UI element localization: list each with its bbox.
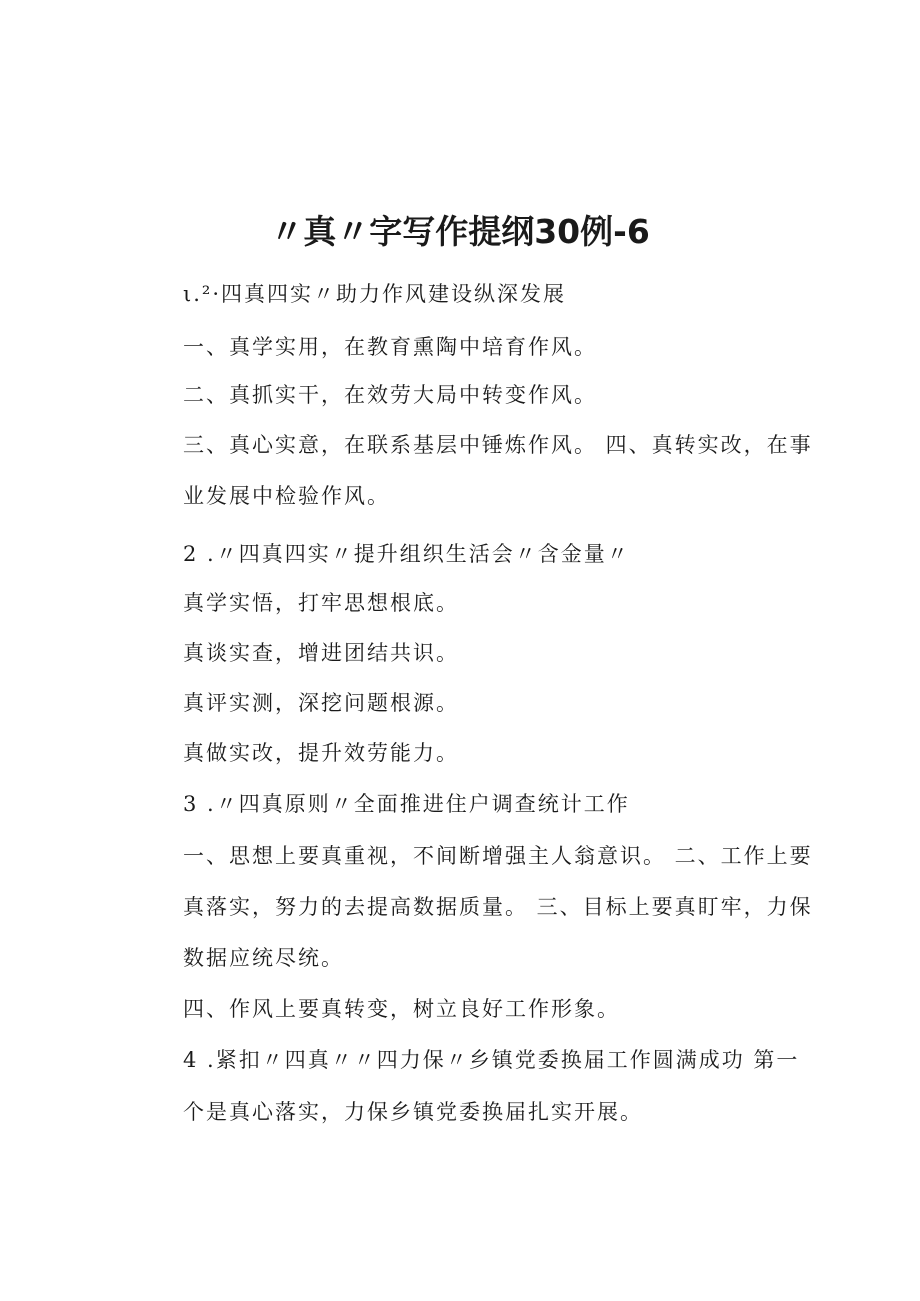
text-line: 一、思想上要真重视，不间断增强主人翁意识。 二、工作上要 (183, 844, 813, 868)
text-line: 二、真抓实干，在效劳大局中转变作风。 (183, 383, 597, 407)
text-line: 真做实改，提升效劳能力。 (183, 741, 459, 765)
text-line: ι.²·四真四实〃助力作风建设纵深发展 (183, 282, 567, 306)
text-line: 三、真心实意，在联系基层中锤炼作风。 四、真转实改，在事 (183, 433, 813, 457)
text-line: 个是真心落实，力保乡镇党委换届扎实开展。 (183, 1100, 643, 1124)
text-line: 真学实悟，打牢思想根底。 (183, 591, 459, 615)
text-line: 真落实，努力的去提高数据质量。 三、目标上要真盯牢，力保 (183, 895, 813, 919)
text-line: 真评实测，深挖问题根源。 (183, 691, 459, 715)
text-line: 一、真学实用，在教育熏陶中培育作风。 (183, 335, 597, 359)
text-line: 真谈实查，增进团结共识。 (183, 641, 459, 665)
text-line: 4 .紧扣〃四真〃〃四力保〃乡镇党委换届工作圆满成功 第一 (183, 1048, 800, 1072)
text-line: 四、作风上要真转变，树立良好工作形象。 (183, 997, 620, 1021)
text-line: 业发展中检验作风。 (183, 484, 390, 508)
document-title: 〃真〃字写作提纲30例-6 (270, 212, 650, 251)
text-line: 数据应统尽统。 (183, 946, 344, 970)
text-line: 2 .〃四真四实〃提升组织生活会〃含金量〃 (183, 542, 630, 566)
text-line: 3 .〃四真原则〃全面推进住户调查统计工作 (183, 792, 630, 816)
